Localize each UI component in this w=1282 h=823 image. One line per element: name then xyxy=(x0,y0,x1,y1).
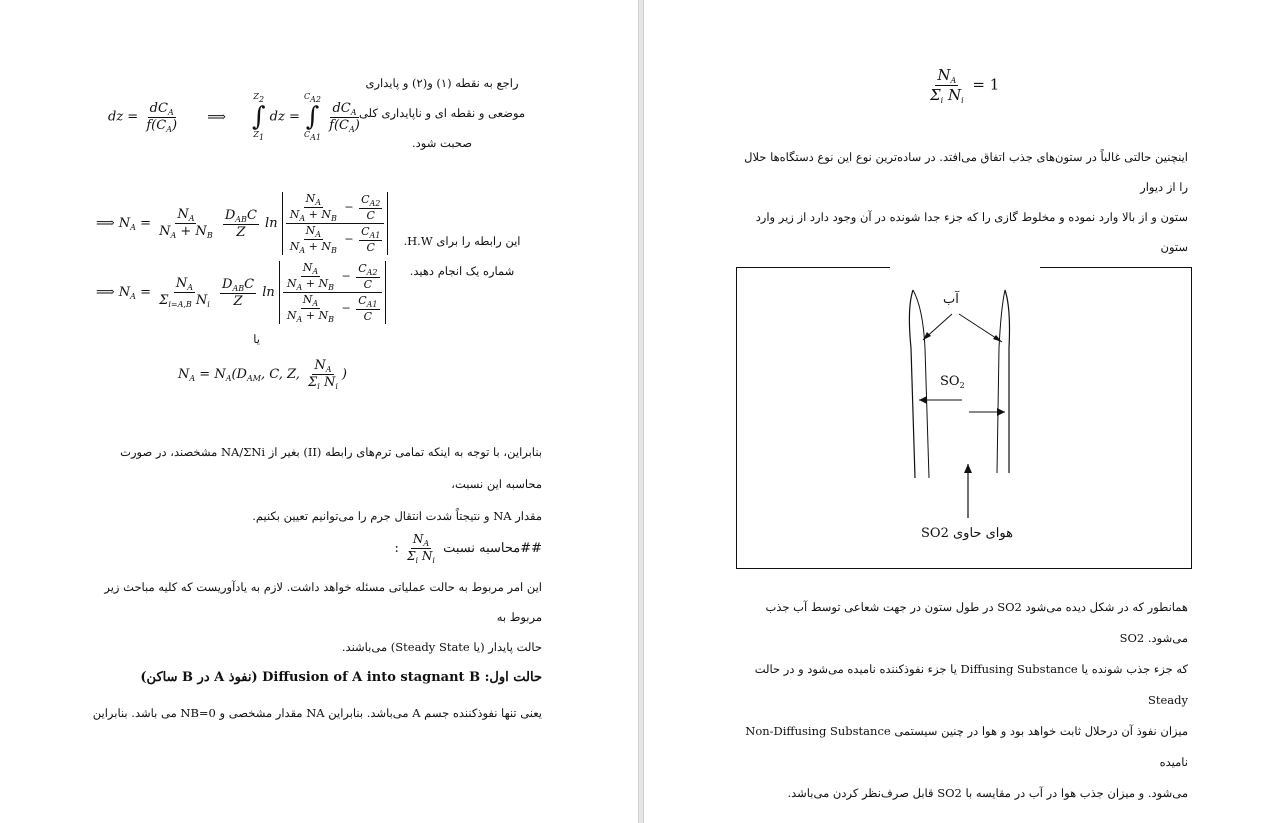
note-line: شماره یک انجام دهید. xyxy=(409,264,515,278)
equation-ratio-one: $\frac{N_A}{\Sigma_i N_i}$ = 1 xyxy=(930,66,1000,105)
heading-ratio-calc: ##محاسبه نسبت $\frac{N_A}{\Sigma_i N_i}$ : xyxy=(394,532,542,565)
paragraph-line: همانطور که در شکل دیده می‌شود SO2 در طول ستون در جهت شعاعی توسط آب جذب می‌شود. SO2 xyxy=(765,600,1188,645)
note-stability xyxy=(342,68,542,158)
or-label: یا xyxy=(253,332,260,346)
figure-top-gap xyxy=(890,262,1040,272)
equation-dz-integral: dz = $\frac{dC_A}{f(C_A)}$ ⟹ Z2 ∫ Z1 dz = CA2 ∫ CA1 $\frac{dC_A}{f(C_A)}$ xyxy=(108,92,360,142)
label-air: هوای حاوی SO2 xyxy=(921,526,1013,541)
paragraph-line: این امر مربوط به حالت عملیاتی مسئله خواهد داشت. لازم به یادآوریست که کلیه مباحث زیر مربوط به xyxy=(104,580,542,624)
paragraph-line: بنابراین، با توجه به اینکه تمامی ترم‌های رابطه (II) بغیر از NA/ΣNi مشخصند، در صورت محاسبه این نسبت، xyxy=(120,445,542,491)
label-so2: $SO_2$ xyxy=(940,374,965,390)
paragraph-line: میزان نفوذ آن درحلال ثابت خواهد بود و هوا در چنین سیستمی Non-Diffusing Substance نامیده xyxy=(745,724,1188,769)
paragraph-operating-condition xyxy=(92,572,542,662)
left-page xyxy=(0,0,638,823)
equation-flux-binary: ⟹ $N_A$ = $\frac{N_A}{N_A + N_B}$ $\frac{D_{AB}C}{Z}$ ln $\frac{N_A}{N_A + N_B}$ − $\frac{C_{A2}}{C}$ $\frac{N_A}{N_A + N_B}$ − $\frac{C_{A1}}{C}$ xyxy=(96,192,388,255)
paragraph-so2-absorption xyxy=(738,592,1188,809)
note-homework xyxy=(392,226,532,286)
equation-flux-general: ⟹ $N_A$ = $\frac{N_A}{\Sigma_{i=A,B} N_i}$ $\frac{D_{AB}C}{Z}$ ln $\frac{N_A}{N_A + N_B}$ − $\frac{C_{A2}}{C}$ $\frac{N_A}{N_A + N_B}$ − $\frac{C_{A1}}{C}$ xyxy=(96,261,386,324)
paragraph-line: مقدار NA و نتیجتاً شدت انتقال جرم را می‌توانیم تعیین بکنیم. xyxy=(252,509,542,523)
paragraph-therefore xyxy=(82,436,542,532)
label-water: آب xyxy=(943,292,959,307)
note-line: این رابطه را برای H.W. xyxy=(403,234,521,248)
paragraph-line: می‌شود. و میزان جذب هوا در آب در مقایسه با SO2 قابل صرف‌نظر کردن می‌باشد. xyxy=(787,786,1188,800)
case-one-heading: حالت اول: Diffusion of A into stagnant B (نفوذ A در B ساکن) xyxy=(140,670,542,685)
case-one-text: یعنی تنها نفوذکننده جسم A می‌باشد. بنابراین NA مقدار مشخصی و NB=0 می باشد. بنابراین xyxy=(92,706,542,720)
equation-functional-form: $N_A = N_A(D_{AM}$, C, Z, $\frac{N_A}{\Sigma_i N_i}$ ) xyxy=(178,358,347,391)
paragraph-line: حالت پایدار (یا Steady State) می‌باشند. xyxy=(341,640,542,654)
note-line: صحبت شود. xyxy=(412,136,472,150)
paragraph-line: ستون و از بالا وارد نموده و مخلوط گازی را که جزء جدا شونده در آن وجود دارد از زیر وارد ستون xyxy=(755,210,1188,254)
paragraph-line: اینچنین حالتی غالباً در ستون‌های جذب اتفاق می‌افتد. در ساده‌ترین نوع این نوع دستگاه‌ها حلال را از دیوار xyxy=(744,150,1188,194)
note-line: موضعی و نقطه ای و ناپایداری کلی xyxy=(358,106,526,120)
absorption-column-figure xyxy=(736,267,1192,569)
column-diagram xyxy=(737,268,1193,570)
right-page xyxy=(644,0,1282,823)
note-line: راجع به نقطه (۱) و(۲) و پایداری xyxy=(365,76,519,90)
paragraph-line: که جزء جذب شونده یا Diffusing Substance یا جزء نفوذکننده نامیده می‌شود و در حالت Steady xyxy=(754,662,1188,707)
